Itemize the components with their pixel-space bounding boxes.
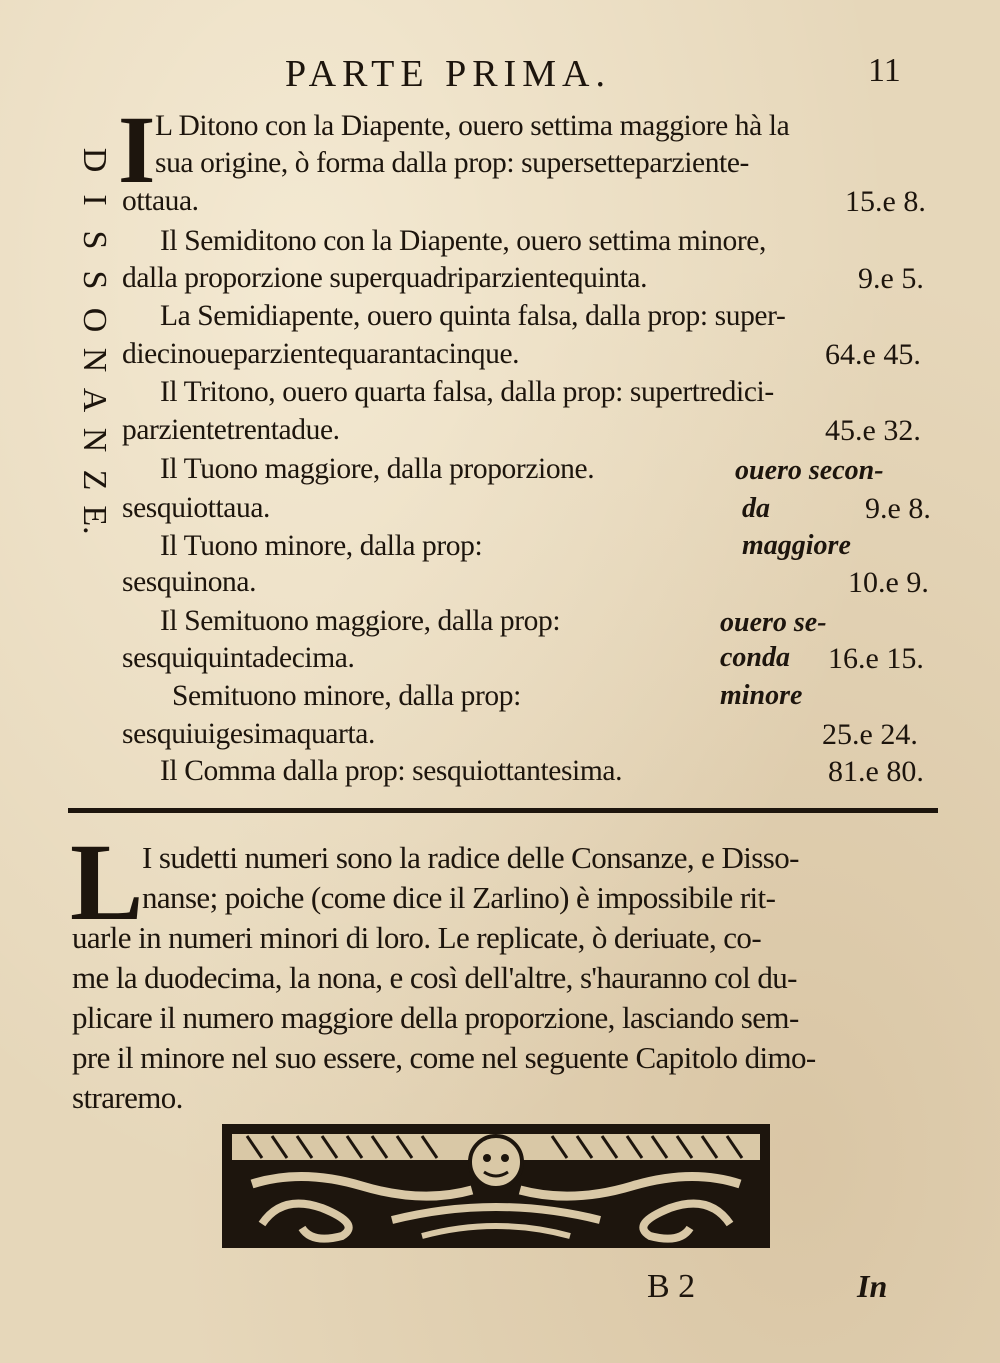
marginal-note: maggiore <box>742 530 851 561</box>
side-letter: I <box>76 194 113 206</box>
text-line: diecinoueparzientequarantacinque. <box>122 338 520 370</box>
woodcut-ornament <box>222 1124 770 1248</box>
ratio-number: 25.e 24. <box>822 718 918 751</box>
text-line: La Semidiapente, ouero quinta falsa, dalla prop: super- <box>160 300 786 332</box>
text-line: Il Tuono maggiore, dalla proporzione. <box>160 453 595 485</box>
side-letter: S <box>76 230 113 250</box>
ratio-number: 16.e 15. <box>828 642 924 675</box>
side-letter: D <box>76 147 113 173</box>
text-line: sesquiquintadecima. <box>122 642 355 674</box>
text-line: L Ditono con la Diapente, ouero settima maggiore hà la <box>155 110 790 142</box>
text-line: dalla proporzione superquadriparzientequinta. <box>122 262 648 294</box>
text-line: Il Tritono, ouero quarta falsa, dalla prop: supertredici- <box>160 376 774 408</box>
text-line: Il Tuono minore, dalla prop: <box>160 530 483 562</box>
text-line: sesquiottaua. <box>122 492 271 524</box>
side-letter: O <box>76 307 113 333</box>
ratio-number: 9.e 5. <box>858 262 924 295</box>
text-line: ottaua. <box>122 185 199 217</box>
side-letter: S <box>76 270 113 290</box>
side-label <box>74 140 114 540</box>
signature-mark: B 2 <box>647 1268 696 1305</box>
ratio-number: 9.e 8. <box>865 492 931 525</box>
marginal-note: ouero se- <box>720 607 827 638</box>
ratio-number: 81.e 80. <box>828 755 924 788</box>
side-letter: N <box>76 347 113 373</box>
side-letter: Z <box>76 469 113 491</box>
paragraph-line: plicare il numero maggiore della proporzione, lasciando sem- <box>72 1000 799 1035</box>
text-line: Il Semituono maggiore, dalla prop: <box>160 605 561 637</box>
marginal-note: da <box>742 493 770 524</box>
section-rule <box>68 808 938 813</box>
paragraph-line: uarle in numeri minori di loro. Le replicate, ò deriuate, co- <box>72 920 762 955</box>
ratio-number: 15.e 8. <box>845 185 926 218</box>
text-line: sesquinona. <box>122 566 257 598</box>
ratio-number: 10.e 9. <box>848 566 929 599</box>
marginal-note: minore <box>720 680 803 711</box>
catchword: In <box>857 1268 888 1304</box>
marginal-note: ouero secon- <box>735 455 884 486</box>
side-letter: N <box>76 427 113 453</box>
drop-cap: I <box>118 96 156 203</box>
paragraph-line: I sudetti numeri sono la radice delle Consanze, e Disso- <box>142 840 799 875</box>
text-line: Il Comma dalla prop: sesquiottantesima. <box>160 755 623 787</box>
text-line: sesquiuigesimaquarta. <box>122 718 375 750</box>
paragraph-line: straremo. <box>72 1080 183 1115</box>
side-letter: A <box>76 387 113 413</box>
paragraph-line: pre il minore nel suo essere, come nel seguente Capitolo dimo- <box>72 1040 816 1075</box>
text-line: parzientetrentadue. <box>122 414 340 446</box>
ratio-number: 64.e 45. <box>825 338 921 371</box>
text-line: sua origine, ò forma dalla prop: supersetteparziente- <box>155 147 749 179</box>
ratio-number: 45.e 32. <box>825 414 921 447</box>
marginal-note: conda <box>720 642 790 673</box>
drop-cap: L <box>70 821 144 943</box>
side-letter: E. <box>76 505 113 535</box>
page-number: 11 <box>868 52 901 89</box>
text-line: Il Semiditono con la Diapente, ouero settima minore, <box>160 225 766 257</box>
text-line: Semituono minore, dalla prop: <box>172 680 521 712</box>
running-head: PARTE PRIMA. <box>285 53 611 95</box>
paragraph-line: nanse; poiche (come dice il Zarlino) è impossibile rit- <box>142 880 776 915</box>
paragraph-line: me la duodecima, la nona, e così dell'altre, s'hauranno col du- <box>72 960 797 995</box>
